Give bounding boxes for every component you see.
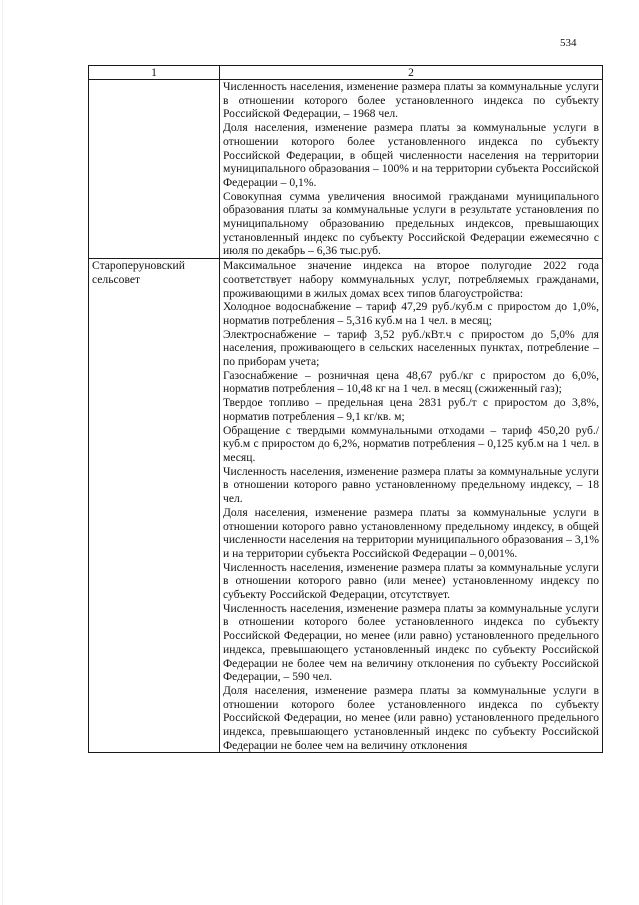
paragraph: Численность населения, изменение размера платы за коммунальные услуги в отношении которого более установленного индекса по субъекту Российской Федерации, но менее (или равно) установленного предельного индекса, превышающего установленный индекс по субъекту Российской Федерации не более чем на величину отклонения по субъекту Российской Федерации, – 590 чел. xyxy=(223,601,599,684)
paragraph: Численность населения, изменение размера платы за коммунальные услуги в отношении которого равно установленному предельному индексу, – 18 чел. xyxy=(223,464,599,506)
territory-cell: Староперуновский сельсовет xyxy=(89,259,220,753)
paragraph: Твердое топливо – предельная цена 2831 руб./т с приростом до 3,8%, норматив потребления – 9,1 кг/кв. м; xyxy=(223,396,599,423)
data-table xyxy=(88,65,603,753)
paragraph: Максимальное значение индекса на второе полугодие 2022 года соответствует набору коммунальных услуг, потребляемых гражданами, проживающими в жилых домах всех типов благоустройства: xyxy=(223,259,599,300)
paragraph: Доля населения, изменение размера платы за коммунальные услуги в отношении которого равно установленному предельному индексу, в общей численности населения на территории муниципального образования – 3,1% и на территории субъекта Российской Федерации – 0,001%. xyxy=(223,505,599,560)
scan-edge xyxy=(2,0,3,905)
column-header-1: 1 xyxy=(89,66,220,80)
territory-cell xyxy=(89,80,220,259)
paragraph: Холодное водоснабжение – тариф 47,29 руб./куб.м с приростом до 1,0%, норматив потребления – 5,316 куб.м на 1 чел. в месяц; xyxy=(223,300,599,327)
paragraph: Газоснабжение – розничная цена 48,67 руб./кг с приростом до 6,0%, норматив потребления – 10,48 кг на 1 чел. в месяц (сжиженный газ); xyxy=(223,368,599,396)
description-cell xyxy=(220,259,603,753)
paragraph: Численность населения, изменение размера платы за коммунальные услуги в отношении которого равно (или менее) установленному индексу по субъекту Российской Федерации, отсутствует. xyxy=(223,560,599,602)
table-row-staroperunovsky xyxy=(89,259,603,753)
paragraph: Численность населения, изменение размера платы за коммунальные услуги в отношении которого более установленного индекса по субъекту Российской Федерации, – 1968 чел. xyxy=(223,80,599,121)
description-cell xyxy=(220,80,603,259)
paragraph: Обращение с твердыми коммунальными отходами – тариф 450,20 руб./куб.м с приростом до 6,2%, норматив потребления – 0,125 куб.м на 1 чел. в месяц. xyxy=(223,423,599,464)
paragraph: Совокупная сумма увеличения вносимой гражданами муниципального образования платы за коммунальные услуги в результате установления по муниципальному образованию предельных индексов, превышающих установленный индекс по субъекту Российской Федерации ежемесячно с июля по декабрь – 6,36 тыс.руб. xyxy=(223,189,599,258)
column-header-2: 2 xyxy=(220,66,603,80)
paragraph: Доля населения, изменение размера платы за коммунальные услуги в отношении которого более установленного индекса по субъекту Российской Федерации, в общей численности населения на территории муниципального образования – 100% и на территории субъекта Российской Федерации – 0,1%. xyxy=(223,121,599,189)
page-number: 534 xyxy=(560,37,577,49)
paragraph: Доля населения, изменение размера платы за коммунальные услуги в отношении которого более установленного индекса по субъекту Российской Федерации, но менее (или равно) установленного предельного индекса, превышающего установленный индекс по субъекту Российской Федерации не более чем на величину отклонения xyxy=(223,683,599,752)
table-header-row xyxy=(89,66,603,80)
table-row-continuation xyxy=(89,80,603,259)
paragraph: Электроснабжение – тариф 3,52 руб./кВт.ч с приростом до 5,0% для населения, проживающего в сельских населенных пунктах, потребление – по приборам учета; xyxy=(223,327,599,369)
